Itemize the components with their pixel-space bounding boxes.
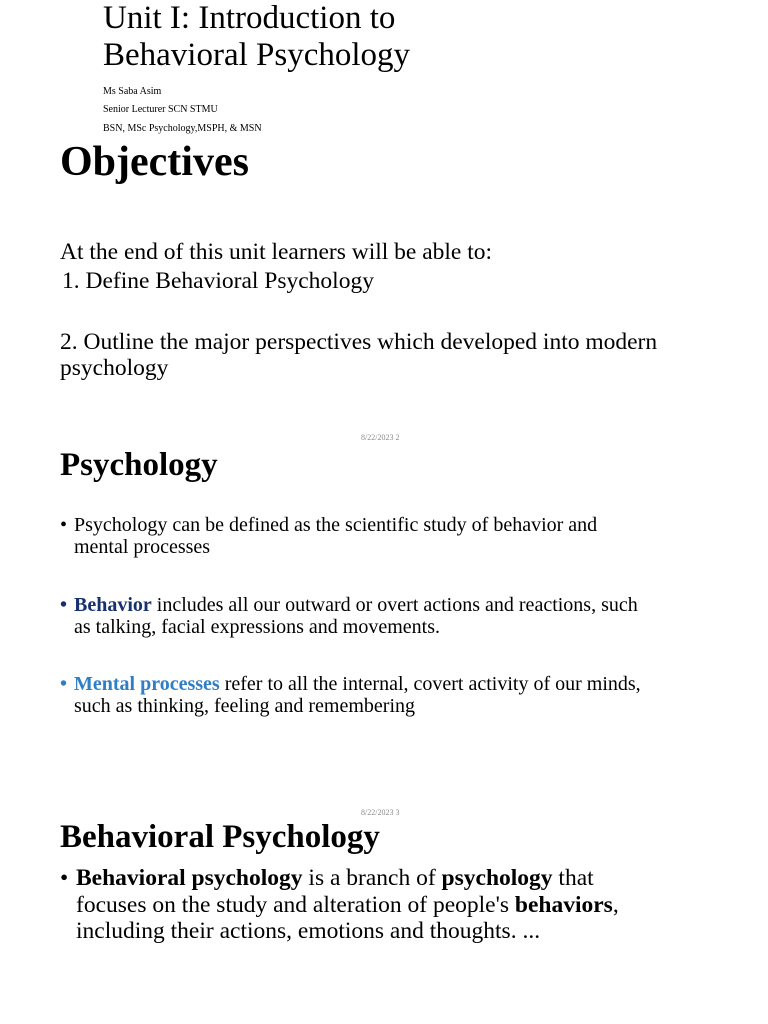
objective-item-2-line1: 2. Outline the major perspectives which developed into modern: [60, 329, 658, 355]
objective-item-1: 1. Define Behavioral Psychology: [62, 268, 374, 294]
bullet-text-cont: as talking, facial expressions and movements.: [74, 616, 441, 638]
term-psychology: psychology: [441, 865, 553, 891]
bullet-text: refer to all the internal, covert activity of our minds,: [219, 673, 641, 695]
bullet-text-cont: ,: [612, 891, 619, 918]
bullet-behavior: [60, 594, 720, 638]
bullet-text-cont: focuses on the study and alteration of people's: [76, 891, 515, 918]
objectives-intro: At the end of this unit learners will be able to:: [60, 239, 493, 265]
bullet-text-cont: including their actions, emotions and thoughts. ...: [76, 918, 541, 944]
slide-footer-2: 8/22/2023 2: [361, 433, 400, 442]
author-position: Senior Lecturer SCN STMU: [103, 104, 218, 115]
bullet-behavioral-definition: [60, 865, 740, 945]
bullet-psychology-definition: [60, 514, 720, 558]
cover-title: [103, 0, 410, 74]
slide-footer-3: 8/22/2023 3: [361, 808, 400, 817]
behavioral-psychology-heading: Behavioral Psychology: [60, 819, 380, 855]
bullet-text-cont: such as thinking, feeling and remembering: [74, 695, 416, 717]
cover-title-line2: Behavioral Psychology: [103, 37, 411, 73]
bullet-text: that: [552, 865, 594, 891]
bullet-dot: •: [60, 514, 68, 536]
psychology-heading: Psychology: [60, 447, 218, 483]
objectives-heading: Objectives: [60, 139, 249, 185]
bullet-text: Psychology can be defined as the scientific study of behavior and: [74, 514, 598, 536]
author-name: Ms Saba Asim: [103, 86, 162, 97]
author-qualifications: BSN, MSc Psychology,MSPH, & MSN: [103, 123, 262, 134]
bullet-mental-processes: [60, 673, 720, 717]
bullet-text: includes all our outward or overt actions and reactions, such: [151, 594, 638, 616]
term-behavioral-psychology: Behavioral psychology: [76, 865, 303, 891]
bullet-dot: •: [60, 594, 68, 616]
objective-item-2: [60, 329, 657, 381]
bullet-dot: •: [60, 673, 68, 695]
bullet-dot: •: [60, 865, 69, 891]
bullet-text: is a branch of: [302, 865, 442, 891]
term-mental-processes: Mental processes: [74, 673, 220, 695]
cover-title-line1: Unit I: Introduction to: [103, 0, 396, 36]
objective-item-2-line2: psychology: [60, 355, 169, 381]
bullet-text-cont: mental processes: [74, 536, 211, 558]
term-behavior: Behavior: [74, 594, 152, 616]
term-behaviors: behaviors: [514, 891, 613, 918]
